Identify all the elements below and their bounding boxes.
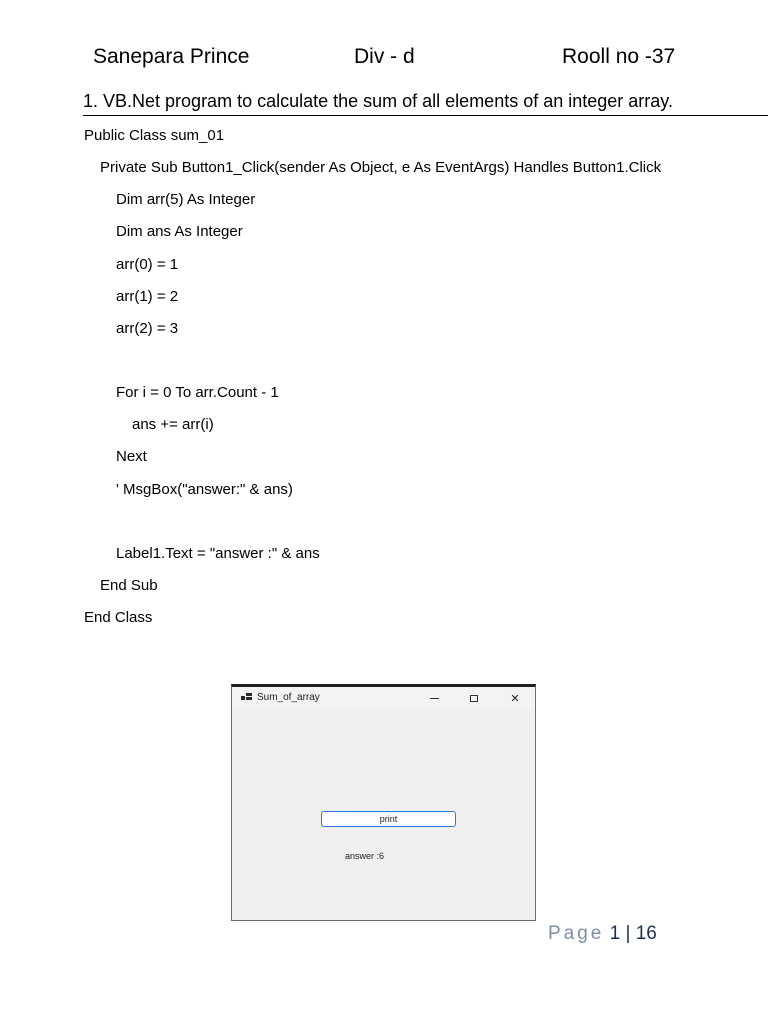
answer-label: answer :6 xyxy=(345,851,385,861)
student-name: Sanepara Prince xyxy=(93,45,250,68)
code-line: End Class xyxy=(84,609,153,626)
question-heading: 1. VB.Net program to calculate the sum of all elements of an integer array. xyxy=(83,91,673,111)
code-line: End Sub xyxy=(100,577,158,594)
maximize-icon xyxy=(470,695,478,702)
roll-number: Rooll no -37 xyxy=(562,45,676,68)
minimize-button[interactable] xyxy=(414,687,454,709)
code-line: Dim arr(5) As Integer xyxy=(116,191,256,208)
code-line: Public Class sum_01 xyxy=(84,127,225,144)
code-line: Label1.Text = "answer :" & ans xyxy=(116,545,320,562)
code-line: For i = 0 To arr.Count - 1 xyxy=(116,384,279,401)
code-line: ans += arr(i) xyxy=(132,416,214,433)
app-window-screenshot xyxy=(231,684,536,921)
close-icon: ✕ xyxy=(510,692,520,705)
page-footer xyxy=(548,922,657,946)
code-line: Next xyxy=(116,448,147,465)
window-titlebar[interactable] xyxy=(232,687,535,709)
window-title: Sum_of_array xyxy=(257,692,320,703)
code-line: Private Sub Button1_Click(sender As Object, e As EventArgs) Handles Button1.Click xyxy=(100,159,662,176)
code-line: arr(2) = 3 xyxy=(116,320,179,337)
close-button[interactable] xyxy=(495,687,535,709)
code-line: ' MsgBox("answer:" & ans) xyxy=(116,481,293,498)
total-pages: 16 xyxy=(635,923,657,944)
print-button[interactable]: print xyxy=(321,811,456,827)
page-number: 1 xyxy=(609,923,621,944)
app-icon xyxy=(241,693,252,701)
code-line: arr(0) = 1 xyxy=(116,256,179,273)
code-line: arr(1) = 2 xyxy=(116,288,179,305)
heading-underline xyxy=(83,115,768,116)
page-word: Page xyxy=(548,923,605,944)
page-separator: | xyxy=(625,923,631,944)
minimize-icon xyxy=(430,698,439,699)
maximize-button[interactable] xyxy=(454,687,494,709)
code-line: Dim ans As Integer xyxy=(116,223,243,240)
division: Div - d xyxy=(354,45,415,68)
